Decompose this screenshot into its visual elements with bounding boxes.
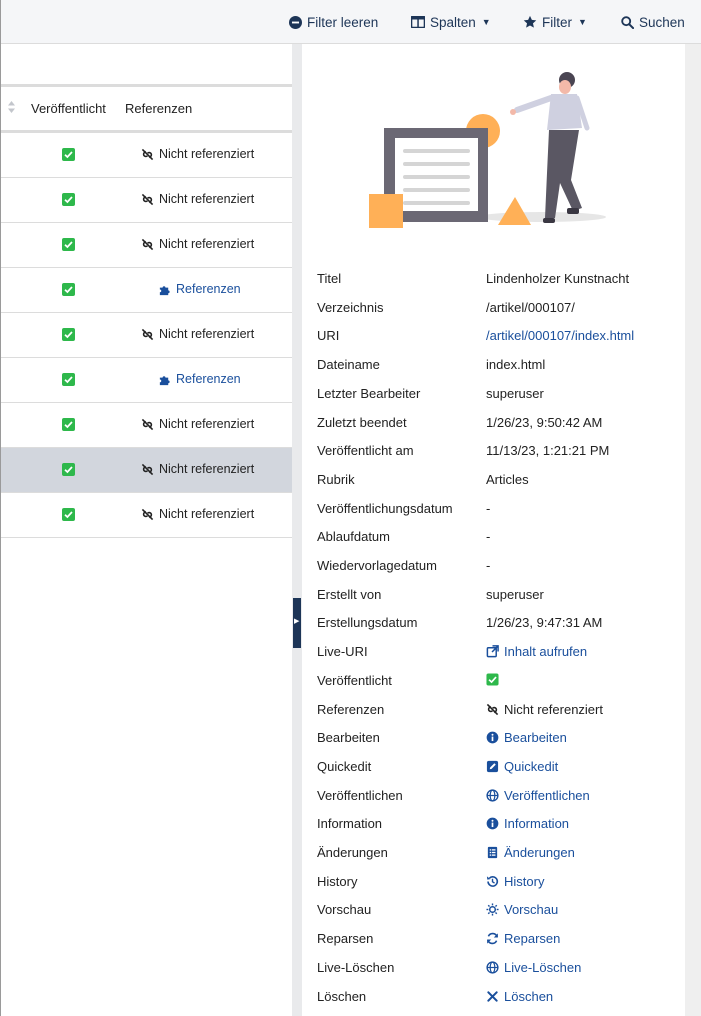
detail-label: Änderungen — [317, 845, 388, 860]
detail-value-text: Inhalt aufrufen — [504, 644, 588, 659]
detail-value — [486, 673, 499, 686]
detail-value-text: superuser — [486, 587, 544, 602]
detail-value-text: Lindenholzer Kunstnacht — [486, 271, 630, 286]
star-icon — [523, 15, 537, 29]
detail-label: Rubrik — [317, 472, 355, 487]
filter-label: Filter — [542, 14, 572, 30]
info-circle-icon — [486, 817, 499, 830]
column-header-published[interactable]: Veröffentlicht — [31, 101, 106, 116]
detail-label: Wiedervorlagedatum — [317, 558, 437, 573]
detail-value-text: - — [486, 558, 491, 573]
detail-value — [486, 415, 602, 430]
detail-action-link[interactable] — [486, 328, 634, 343]
detail-value-text: History — [504, 874, 545, 889]
detail-value-text: - — [486, 501, 491, 516]
pencil-square-icon — [486, 760, 499, 773]
minus-circle-icon — [289, 16, 302, 29]
detail-action-link[interactable] — [486, 816, 569, 831]
puzzle-icon — [158, 283, 171, 296]
detail-value — [486, 529, 490, 544]
detail-value — [486, 357, 545, 372]
columns-label: Spalten — [430, 14, 476, 30]
clear-filter-button[interactable] — [289, 12, 378, 32]
detail-value-text: Information — [504, 816, 570, 831]
detail-label: Live-URI — [317, 644, 368, 659]
unlink-icon — [141, 463, 154, 476]
detail-value-text: 1/26/23, 9:47:31 AM — [486, 615, 603, 630]
detail-label: Verzeichnis — [317, 300, 384, 315]
reference-text: Nicht referenziert — [159, 237, 255, 251]
detail-label: Reparsen — [317, 931, 374, 946]
panel-splitter[interactable] — [292, 44, 302, 1016]
reference-text: Nicht referenziert — [159, 147, 255, 161]
unlink-icon — [141, 238, 154, 251]
detail-value — [486, 558, 490, 573]
references-link[interactable] — [158, 372, 241, 386]
results-table — [1, 44, 292, 1016]
unlink-icon — [141, 148, 154, 161]
detail-value-text: Vorschau — [504, 902, 559, 917]
reference-text: Referenzen — [176, 282, 241, 296]
detail-value-text: Quickedit — [504, 759, 559, 774]
detail-label: Quickedit — [317, 759, 372, 774]
sort-icon[interactable] — [7, 100, 16, 114]
published-check-icon — [62, 238, 75, 251]
published-check-icon — [62, 463, 75, 476]
unlink-icon — [141, 193, 154, 206]
detail-action-link[interactable] — [486, 759, 558, 774]
detail-action-link[interactable] — [486, 960, 581, 975]
detail-value — [486, 386, 544, 401]
detail-action-link[interactable] — [486, 989, 553, 1004]
detail-value-text: Articles — [486, 472, 529, 487]
unlink-icon — [486, 703, 499, 716]
list-icon — [486, 846, 499, 859]
columns-button[interactable] — [411, 12, 491, 32]
published-check-icon — [62, 508, 75, 521]
detail-label: URI — [317, 328, 340, 343]
detail-action-link[interactable] — [486, 845, 575, 860]
not-referenced-label — [141, 507, 254, 521]
detail-value-text: Nicht referenziert — [504, 702, 603, 717]
reference-text: Nicht referenziert — [159, 192, 255, 206]
references-link[interactable] — [158, 282, 241, 296]
detail-label: Veröffentlicht am — [317, 443, 414, 458]
detail-label: Löschen — [317, 989, 367, 1004]
sun-icon — [486, 903, 499, 916]
table-row[interactable] — [1, 358, 292, 403]
detail-value-text: index.html — [486, 357, 546, 372]
reference-text: Nicht referenziert — [159, 327, 255, 341]
detail-label: Veröffentlichen — [317, 788, 403, 803]
detail-value-text: - — [486, 529, 491, 544]
detail-value-text: 11/13/23, 1:21:21 PM — [486, 443, 610, 458]
detail-label: Ablaufdatum — [317, 529, 390, 544]
detail-label: Veröffentlichungsdatum — [317, 501, 453, 516]
table-row[interactable] — [1, 493, 292, 538]
detail-label: History — [317, 874, 358, 889]
detail-label: Erstellt von — [317, 587, 382, 602]
published-check-icon — [62, 148, 75, 161]
table-row[interactable] — [1, 448, 292, 493]
reference-text: Referenzen — [176, 372, 241, 386]
detail-label: Letzter Bearbeiter — [317, 386, 421, 401]
empty-state-illustration — [367, 68, 607, 232]
detail-label: Vorschau — [317, 902, 372, 917]
search-button[interactable] — [621, 12, 685, 32]
detail-scrollbar[interactable] — [685, 44, 701, 1016]
detail-value-text: Veröffentlichen — [504, 788, 590, 803]
detail-label: Referenzen — [317, 702, 385, 717]
detail-label: Erstellungsdatum — [317, 615, 418, 630]
detail-value-text: 1/26/23, 9:50:42 AM — [486, 415, 603, 430]
detail-action-link[interactable] — [486, 644, 587, 659]
detail-action-link[interactable] — [486, 931, 560, 946]
reference-text: Nicht referenziert — [159, 507, 255, 521]
columns-icon — [411, 16, 425, 28]
detail-label: Bearbeiten — [317, 730, 380, 745]
detail-value-text: Löschen — [504, 989, 554, 1004]
detail-value-text: Live-Löschen — [504, 960, 582, 975]
published-check-icon — [62, 373, 75, 386]
puzzle-icon — [158, 373, 171, 386]
info-circle-icon — [486, 731, 499, 744]
detail-value — [486, 443, 609, 458]
unlink-icon — [141, 508, 154, 521]
unlink-icon — [141, 418, 154, 431]
detail-value — [486, 300, 575, 315]
table-header — [1, 87, 292, 131]
detail-value — [486, 587, 544, 602]
detail-action-link[interactable] — [486, 788, 590, 803]
detail-value — [486, 472, 529, 487]
globe-icon — [486, 961, 499, 974]
filter-button[interactable] — [523, 12, 587, 32]
published-check-icon — [62, 328, 75, 341]
published-check-icon — [62, 193, 75, 206]
detail-label: Titel — [317, 271, 342, 286]
table-row[interactable] — [1, 403, 292, 448]
detail-label: Dateiname — [317, 357, 380, 372]
detail-action-link[interactable] — [486, 874, 544, 889]
not-referenced-label — [141, 417, 254, 431]
table-row[interactable] — [1, 223, 292, 268]
detail-value-text: superuser — [486, 386, 544, 401]
not-referenced-label — [141, 147, 254, 161]
detail-value — [486, 615, 602, 630]
detail-value-text: Reparsen — [504, 931, 561, 946]
caret-right-icon: ▶ — [294, 618, 300, 625]
detail-label: Information — [317, 816, 383, 831]
chevron-down-icon: ▼ — [481, 17, 491, 27]
table-row[interactable] — [1, 313, 292, 358]
detail-value-text: /artikel/000107/ — [486, 300, 575, 315]
detail-value-text: /artikel/000107/index.html — [486, 328, 635, 343]
refresh-icon — [486, 932, 499, 945]
chevron-down-icon: ▼ — [578, 17, 587, 27]
toolbar — [1, 0, 701, 44]
published-check-icon — [62, 283, 75, 296]
not-referenced-label — [141, 327, 254, 341]
published-check-icon — [62, 418, 75, 431]
history-icon — [486, 875, 499, 888]
not-referenced-label — [141, 237, 254, 251]
clear-filter-label: Filter leeren — [307, 14, 379, 30]
detail-value-text: Bearbeiten — [504, 730, 567, 745]
detail-value — [486, 702, 603, 717]
reference-text: Nicht referenziert — [159, 462, 255, 476]
not-referenced-label — [141, 192, 254, 206]
detail-value — [486, 271, 629, 286]
search-icon — [621, 16, 634, 29]
table-row[interactable] — [1, 133, 292, 178]
search-label: Suchen — [639, 14, 685, 30]
table-row[interactable] — [1, 268, 292, 313]
detail-value — [486, 501, 490, 516]
table-row[interactable] — [1, 178, 292, 223]
detail-action-link[interactable] — [486, 730, 567, 745]
detail-action-link[interactable] — [486, 902, 558, 917]
globe-icon — [486, 789, 499, 802]
detail-label: Zuletzt beendet — [317, 415, 407, 430]
unlink-icon — [141, 328, 154, 341]
detail-label: Live-Löschen — [317, 960, 395, 975]
collapse-panel-handle[interactable] — [293, 598, 301, 648]
check-square-icon — [486, 673, 499, 686]
x-icon — [486, 990, 499, 1003]
not-referenced-label — [141, 462, 254, 476]
detail-value-text: Änderungen — [504, 845, 575, 860]
external-link-icon — [486, 645, 499, 658]
reference-text: Nicht referenziert — [159, 417, 255, 431]
column-header-references[interactable]: Referenzen — [125, 101, 193, 116]
detail-label: Veröffentlicht — [317, 673, 392, 688]
